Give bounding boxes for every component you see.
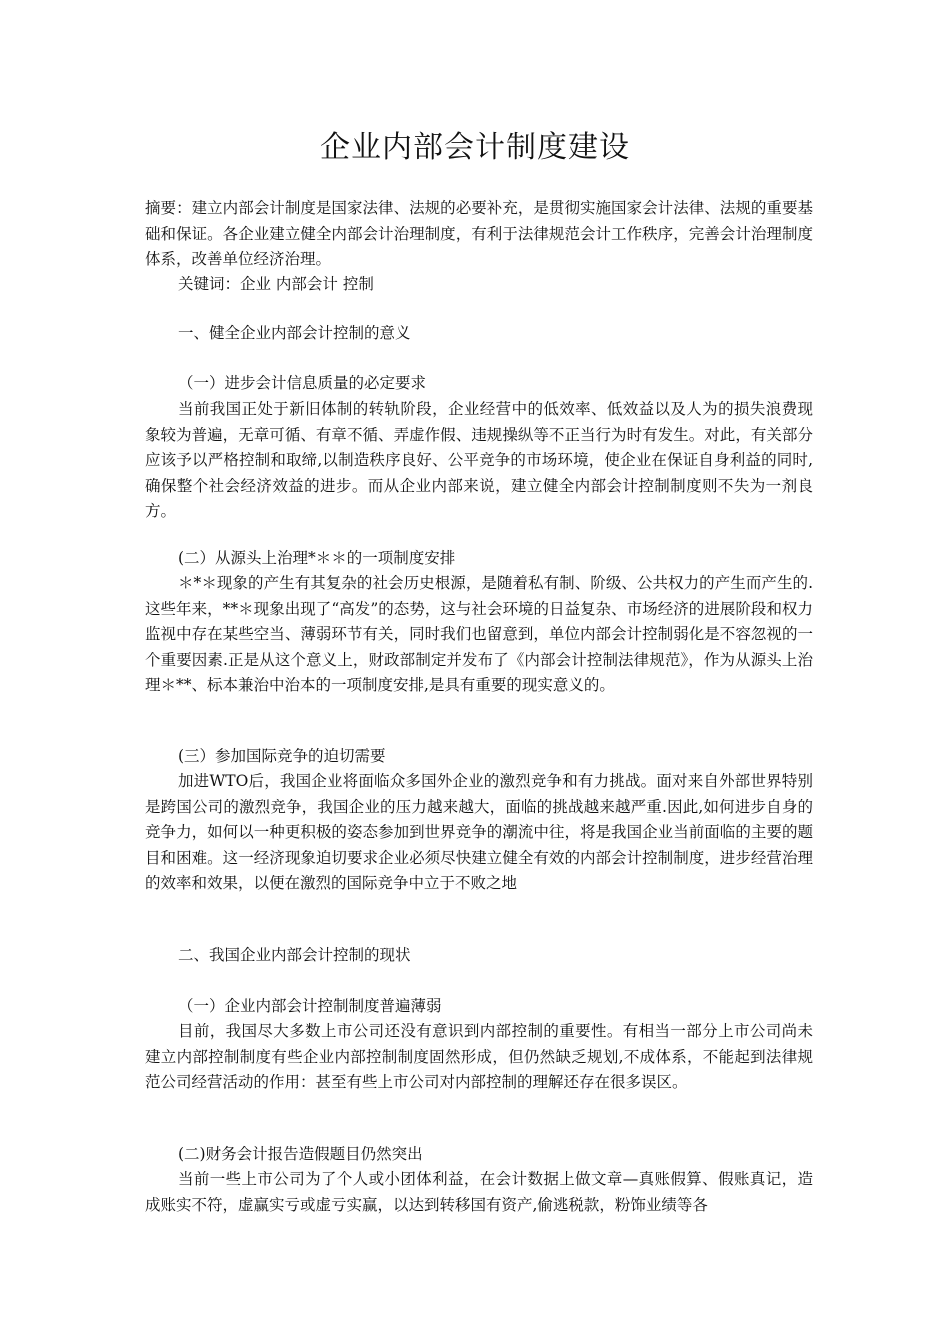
section-1-heading: 一、健全企业内部会计控制的意义 [178, 324, 411, 342]
section-1-1-heading: （一）进步会计信息质量的必定要求 [178, 374, 427, 392]
section-2-1-body: 目前，我国尽大多数上市公司还没有意识到内部控制的重要性。有相当一部分上市公司尚未建立内部控制制度有些企业内部控制制度固然形成，但仍然缺乏规划,不成体系，不能起到法律规范公司经营活动的作用：甚至有些上市公司对内部控制的理解还存在很多误区。 [145, 1022, 813, 1091]
section-2-2-body: 当前一些上市公司为了个人或小团体利益，在会计数据上做文章—真账假算、假账真记，造成账实不符，虚赢实亏或虚亏实赢，以达到转移国有资产,偷逃税款，粉饰业绩等各 [145, 1170, 813, 1214]
keywords-line: 关键词：企业 内部会计 控制 [178, 275, 374, 293]
section-2-1-heading: （一）企业内部会计控制制度普遍薄弱 [178, 997, 442, 1015]
section-2-2-heading: (二)财务会计报告造假题目仍然突出 [178, 1145, 423, 1163]
section-1-3-heading: (三）参加国际竞争的迫切需要 [178, 747, 386, 765]
section-1-1-body: 当前我国正处于新旧体制的转轨阶段，企业经营中的低效率、低效益以及人为的损失浪费现象较为普遍，无章可循、有章不循、弄虚作假、违规操纵等不正当行为时有发生。对此，有关部分应该予以严格控制和取缔,以制造秩序良好、公平竞争的市场环境，使企业在保证自身利益的同时,确保整个社会经济效益的进步。而从企业内部来说，建立健全内部会计控制制度则不失为一剂良方。 [145, 400, 813, 520]
section-1-3-body: 加进WTO后，我国企业将面临众多国外企业的激烈竞争和有力挑战。面对来自外部世界特别是跨国公司的激烈竞争，我国企业的压力越来越大，面临的挑战越来越严重.因此,如何进步自身的竞争力，如何以一种更积极的姿态参加到世界竞争的潮流中往，将是我国企业当前面临的主要的题目和困难。这一经济现象迫切要求企业必须尽快建立健全有效的内部会计控制制度，进步经营治理的效率和效果，以便在激烈的国际竞争中立于不败之地 [145, 772, 813, 892]
section-1-2-body: ＊*＊现象的产生有其复杂的社会历史根源，是随着私有制、阶级、公共权力的产生而产生的.这些年来，**＊现象出现了“高发”的态势，这与社会环境的日益复杂、市场经济的进展阶段和权力监视中存在某些空当、薄弱环节有关，同时我们也留意到，单位内部会计控制弱化是不容忽视的一个重要因素.正是从这个意义上，财政部制定并发布了《内部会计控制法律规范》，作为从源头上治理＊**、标本兼治中治本的一项制度安排,是具有重要的现实意义的。 [145, 574, 813, 694]
section-1-2-heading: (二）从源头上治理*＊＊的一项制度安排 [178, 549, 456, 567]
document-title: 企业内部会计制度建设 [320, 130, 630, 165]
section-2-heading: 二、我国企业内部会计控制的现状 [178, 946, 411, 964]
abstract-paragraph: 摘要：建立内部会计制度是国家法律、法规的必要补充，是贯彻实施国家会计法律、法规的重要基础和保证。各企业建立健全内部会计治理制度，有利于法律规范会计工作秩序，完善会计治理制度体系，改善单位经济治理。 [145, 199, 813, 268]
